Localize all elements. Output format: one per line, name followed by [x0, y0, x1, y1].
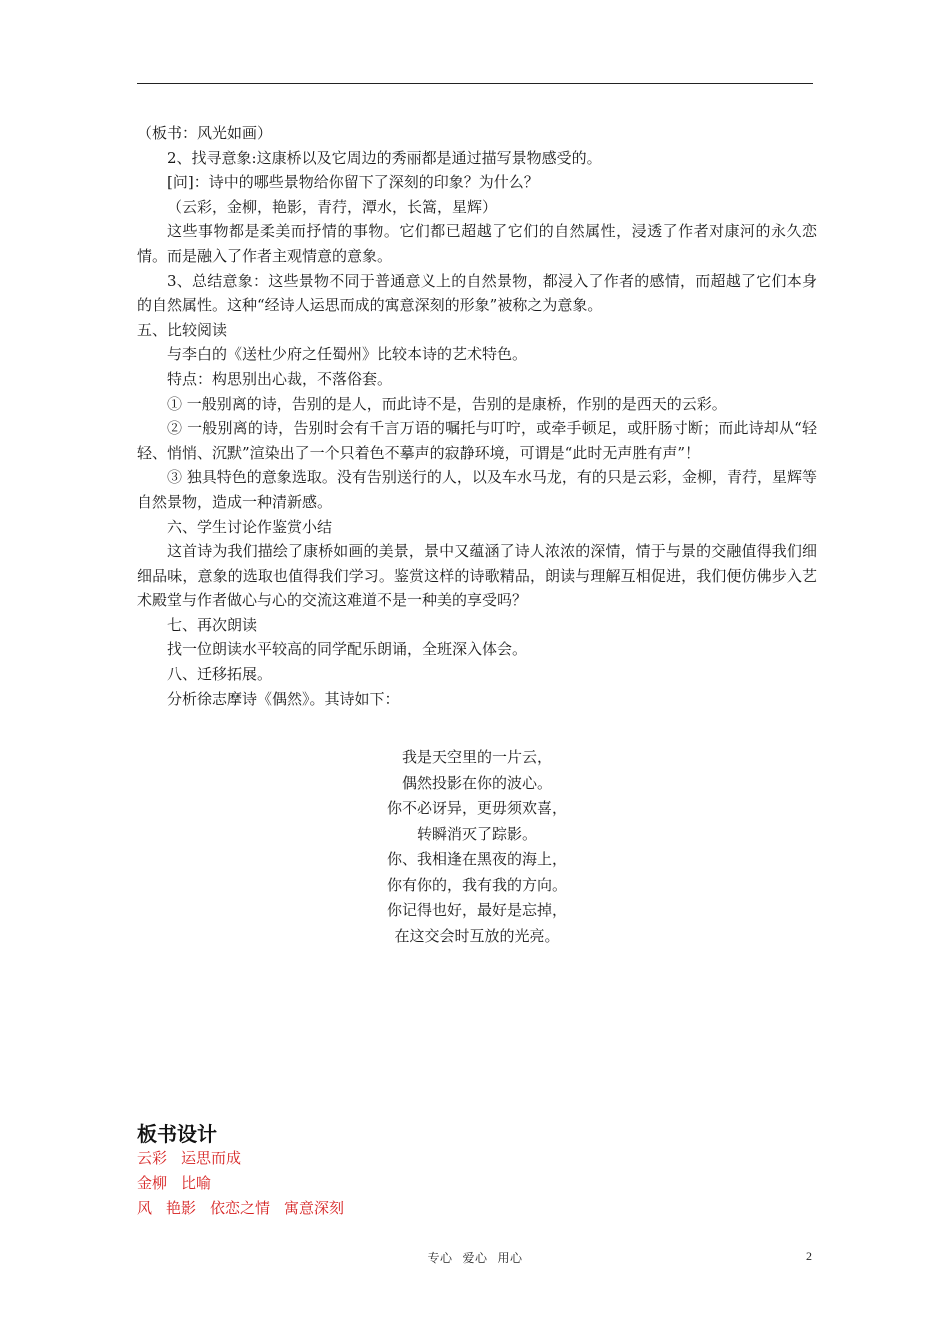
section-heading: 七、再次朗读 — [167, 615, 258, 634]
section-heading: 五、比较阅读 — [137, 320, 228, 339]
lesson-body — [137, 121, 817, 711]
board-row — [137, 1196, 358, 1221]
poem-line: 转瞬消灭了踪影。 — [416, 824, 537, 843]
poem-line: 我是天空里的一片云， — [401, 748, 552, 766]
header-rule — [137, 83, 813, 84]
board-row — [137, 1171, 358, 1196]
board-term: 比喻 — [181, 1173, 212, 1192]
paragraph: ③ 独具特色的意象选取。没有告别送行的人，以及车水马龙，有的只是云彩，金柳，青荇，星辉等自然景物，造成一种清新感。 — [137, 468, 817, 511]
footer-word: 爱心 — [462, 1251, 488, 1265]
board-row — [137, 1146, 358, 1171]
paragraph: ② 一般别离的诗，告别时会有千言万语的嘱托与叮咛，或牵手顿足，或肝肠寸断；而此诗却从“轻轻、悄悄、沉默”渲染出了一个只着色不摹声的寂静环境，可谓是“此时无声胜有声”！ — [137, 419, 817, 462]
paragraph: 这些事物都是柔美而抒情的事物。它们都已超越了它们的自然属性，浸透了作者对康河的永久恋情。而是融入了作者主观情意的意象。 — [137, 222, 817, 265]
footer-word: 用心 — [497, 1251, 523, 1265]
footer-word: 专心 — [427, 1251, 453, 1265]
paragraph: 找一位朗读水平较高的同学配乐朗诵，全班深入体会。 — [167, 640, 528, 659]
paragraph: （云彩，金柳，艳影，青荇，潭水，长篙，星辉） — [167, 197, 498, 216]
paragraph: （板书：风光如画） — [137, 124, 273, 142]
paragraph: 3、总结意象：这些景物不同于普通意义上的自然景物，都浸入了作者的感情，而超越了它们本身的自然属性。这种“经诗人运思而成的寓意深刻的形象”被称之为意象。 — [137, 271, 817, 315]
paragraph: 特点：构思别出心裁，不落俗套。 — [167, 369, 393, 388]
poem-line: 偶然投影在你的波心。 — [401, 773, 552, 792]
poem-line: 你、我相逢在黑夜的海上， — [386, 850, 567, 868]
board-term: 艳影 — [166, 1198, 197, 1217]
paragraph: [问]：诗中的哪些景物给你留下了深刻的印象？为什么？ — [167, 173, 539, 192]
paragraph: ① 一般别离的诗，告别的是人，而此诗不是，告别的是康桥，作别的是西天的云彩。 — [167, 394, 727, 413]
board-design-content — [137, 1146, 358, 1220]
board-term: 金柳 — [137, 1173, 168, 1192]
board-term: 风 — [137, 1198, 153, 1217]
paragraph: 2、找寻意象:这康桥以及它周边的秀丽都是通过描写景物感受的。 — [167, 148, 602, 167]
paragraph: 分析徐志摩诗《偶然》。其诗如下： — [167, 689, 400, 708]
board-term: 运思而成 — [181, 1149, 242, 1167]
poem — [0, 745, 950, 949]
section-heading: 六、学生讨论作鉴赏小结 — [167, 517, 333, 536]
paragraph: 这首诗为我们描绘了康桥如画的美景，景中又蕴涵了诗人浓浓的深情，情于与景的交融值得我们细细品味，意象的选取也值得我们学习。鉴赏这样的诗歌精品，朗读与理解互相促进，我们便仿佛步入艺术殿堂与作者做心与心的交流这难道不是一种美的享受吗？ — [137, 542, 817, 610]
board-term: 云彩 — [137, 1149, 168, 1167]
page-number: 2 — [806, 1249, 812, 1263]
board-term: 依恋之情 — [210, 1198, 271, 1217]
poem-line: 你有你的，我有我的方向。 — [386, 875, 567, 894]
paragraph: 与李白的《送杜少府之任蜀州》比较本诗的艺术特色。 — [167, 345, 528, 364]
board-term: 寓意深刻 — [284, 1198, 345, 1217]
board-design-title: 板书设计 — [137, 1122, 217, 1146]
section-heading: 八、迁移拓展。 — [167, 665, 273, 684]
poem-line: 在这交会时互放的光亮。 — [394, 926, 560, 945]
poem-line: 你记得也好，最好是忘掉， — [386, 901, 567, 919]
poem-line: 你不必讶异，更毋须欢喜， — [386, 799, 567, 817]
